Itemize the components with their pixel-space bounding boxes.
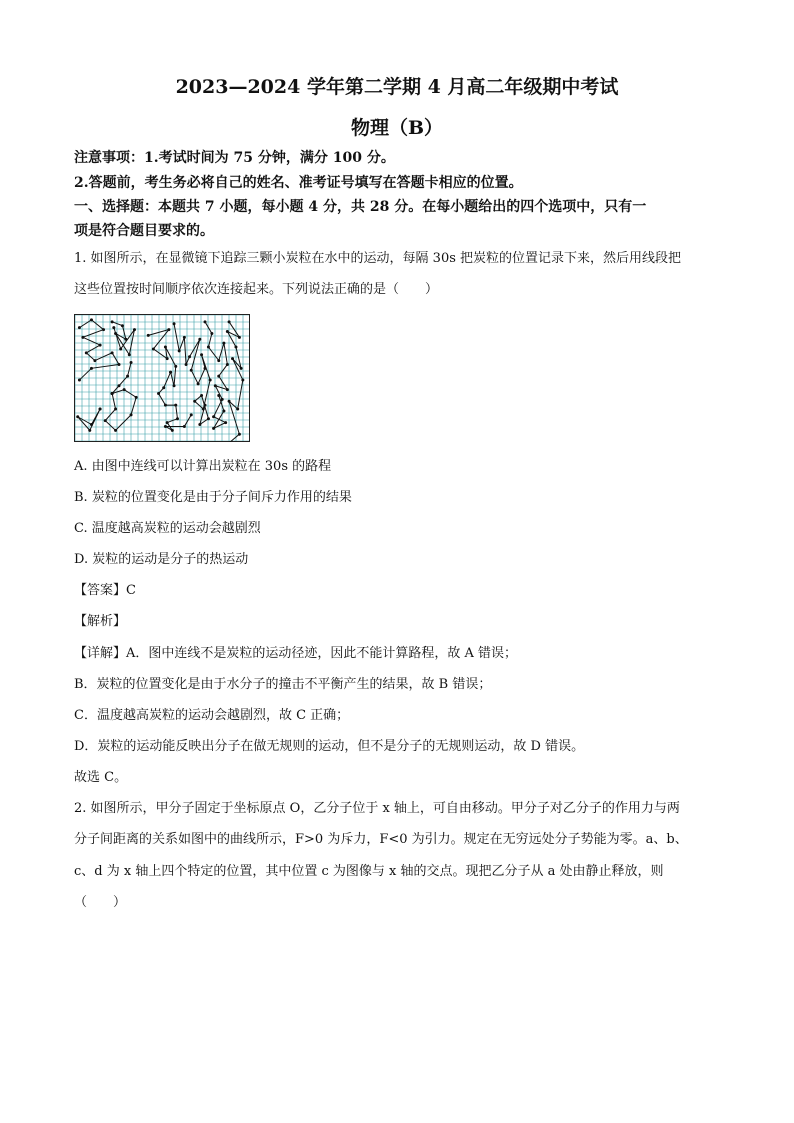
trajectory-point <box>188 355 191 358</box>
q1-conclusion: 故选 C。 <box>74 770 128 785</box>
trajectory-point <box>99 344 102 347</box>
trajectory-point <box>128 353 131 356</box>
trajectory-point <box>204 320 207 323</box>
trajectory-point <box>212 427 215 430</box>
trajectory-point <box>190 369 193 372</box>
trajectory-point <box>78 326 81 329</box>
q1-detail-line-1: 【详解】A．图中连线不是炭粒的运动径迹，因此不能计算路程，故 A 错误； <box>74 646 518 661</box>
trajectory-point <box>90 318 93 321</box>
trajectory-point <box>114 332 117 335</box>
q2-stem-line-3: c、d 为 x 轴上四个特定的位置，其中位置 c 为图像与 x 轴的交点。现把乙分子从 a 处由静止释放，则 <box>74 864 664 879</box>
exam-subtitle: 物理（B） <box>350 117 444 139</box>
trajectory-point <box>90 367 93 370</box>
trajectory-point <box>78 378 81 381</box>
trajectory-point <box>200 353 203 356</box>
trajectory-point <box>81 336 84 339</box>
trajectory-point <box>119 347 122 350</box>
trajectory-point <box>240 367 243 370</box>
trajectory-point <box>102 328 105 331</box>
trajectory-point <box>202 408 205 411</box>
trajectory-point <box>169 371 172 374</box>
q1-detail-line-2: B．炭粒的位置变化是由于水分子的撞击不平衡产生的结果，故 B 错误； <box>74 677 492 692</box>
trajectory-point <box>210 332 213 335</box>
trajectory-point <box>124 338 127 341</box>
trajectory-point <box>174 365 177 368</box>
trajectory-point <box>176 417 179 420</box>
trajectory-point <box>114 408 117 411</box>
trajectory-point <box>222 342 225 345</box>
notes-line-1: 注意事项：1.考试时间为 75 分钟，满分 100 分。 <box>74 150 395 166</box>
trajectory-point <box>238 336 241 339</box>
trajectory-point <box>167 328 170 331</box>
trajectory-point <box>111 392 114 395</box>
trajectory-point <box>221 398 224 401</box>
trajectory-point <box>200 394 203 397</box>
q1-stem-line-2: 这些位置按时间顺序依次连接起来。下列说法正确的是（ ） <box>74 282 439 297</box>
notes-line-2: 2.答题前，考生务必将自己的姓名、准考证号填写在答题卡相应的位置。 <box>74 175 523 191</box>
trajectory-point <box>236 408 239 411</box>
trajectory-point <box>197 382 200 385</box>
trajectory-point <box>190 413 193 416</box>
trajectory-point <box>147 334 150 337</box>
trajectory-point <box>111 320 114 323</box>
trajectory-point <box>126 375 129 378</box>
trajectory-point <box>121 324 124 327</box>
trajectory-point <box>152 347 155 350</box>
trajectory-point <box>209 378 212 381</box>
trajectory-point <box>222 409 225 412</box>
trajectory-point <box>164 404 167 407</box>
trajectory-point <box>231 357 234 360</box>
trajectory-point <box>135 396 138 399</box>
trajectory-point <box>164 346 167 349</box>
trajectory-point <box>173 322 176 325</box>
q2-stem-line-2: 分子间距离的关系如图中的曲线所示，F>0 为斥力，F<0 为引力。规定在无穷远处分子势能为零。a、b、 <box>74 832 688 847</box>
trajectory-path-7 <box>174 324 210 425</box>
grid <box>75 315 249 441</box>
trajectory-point <box>173 384 176 387</box>
brownian-motion-figure <box>74 314 250 442</box>
q2-stem-line-1: 2. 如图所示，甲分子固定于坐标原点 O，乙分子位于 x 轴上，可自由移动。甲分子对乙分子的作用力与两 <box>74 801 680 816</box>
trajectory-point <box>204 367 207 370</box>
trajectory-point <box>114 429 117 432</box>
trajectory-point <box>212 415 215 418</box>
q1-option-a: A. 由图中连线可以计算出炭粒在 30s 的路程 <box>74 459 332 474</box>
trajectory-point <box>112 326 115 329</box>
q1-option-c: C. 温度越高炭粒的运动会越剧烈 <box>74 521 261 536</box>
trajectory-point <box>123 388 126 391</box>
trajectory-point <box>238 433 241 436</box>
trajectory-point <box>226 388 229 391</box>
trajectory-point <box>104 419 107 422</box>
q1-option-d: D. 炭粒的运动是分子的热运动 <box>74 552 249 567</box>
exam-title: 2023—2024 学年第二学期 4 月高二年级期中考试 <box>175 76 619 98</box>
trajectory-point <box>217 359 220 362</box>
trajectory-point <box>178 349 181 352</box>
trajectory-point <box>157 392 160 395</box>
trajectory-point <box>171 429 174 432</box>
q1-detail-line-3: C．温度越高炭粒的运动会越剧烈，故 C 正确； <box>74 708 350 723</box>
trajectory-point <box>193 400 196 403</box>
trajectory-point <box>118 363 121 366</box>
trajectory-point <box>174 404 177 407</box>
trajectory-point <box>90 423 93 426</box>
trajectory-point <box>99 408 102 411</box>
trajectory-point <box>185 363 188 366</box>
trajectory-point <box>93 359 96 362</box>
trajectory-point <box>207 417 210 420</box>
trajectory-point <box>198 338 201 341</box>
trajectory-point <box>130 413 133 416</box>
q2-stem-line-4: （ ） <box>74 895 127 910</box>
trajectory-point <box>234 346 237 349</box>
trajectory-point <box>88 429 91 432</box>
trajectory-point <box>228 400 231 403</box>
q1-option-b: B. 炭粒的位置变化是由于分子间斥力作用的结果 <box>74 490 352 505</box>
q1-analysis-label: 【解析】 <box>74 614 127 629</box>
trajectory-point <box>130 361 133 364</box>
trajectory-point <box>166 421 169 424</box>
trajectory-point <box>183 336 186 339</box>
trajectory-point <box>118 384 121 387</box>
trajectory-point <box>183 425 186 428</box>
trajectory-point <box>226 330 229 333</box>
trajectory-point <box>76 415 79 418</box>
trajectory-point <box>133 328 136 331</box>
trajectory-point <box>207 346 210 349</box>
q1-detail-line-4: D．炭粒的运动能反映出分子在做无规则的运动，但不是分子的无规则运动，故 D 错误。 <box>74 739 585 754</box>
trajectory-point <box>166 357 169 360</box>
trajectory-point <box>204 404 207 407</box>
trajectory-point <box>198 423 201 426</box>
q1-answer: 【答案】C <box>74 583 136 598</box>
trajectory-point <box>162 386 165 389</box>
trajectory-point <box>226 363 229 366</box>
trajectory-point <box>85 351 88 354</box>
q1-stem-line-1: 1. 如图所示，在显微镜下追踪三颗小炭粒在水中的运动，每隔 30s 把炭粒的位置记录下来，然后用线段把 <box>74 251 682 266</box>
trajectory-point <box>111 351 114 354</box>
trajectory-point <box>164 425 167 428</box>
trajectory-point <box>217 394 220 397</box>
trajectory-path-5 <box>148 330 176 386</box>
trajectory-point <box>241 378 244 381</box>
section-heading-line-2: 项是符合题目要求的。 <box>74 223 214 239</box>
trajectory-point <box>214 384 217 387</box>
trajectory-point <box>217 375 220 378</box>
trajectory-point <box>228 320 231 323</box>
trajectory-path-9 <box>226 322 243 442</box>
trajectory-point <box>224 421 227 424</box>
section-heading-line-1: 一、选择题：本题共 7 小题，每小题 4 分，共 28 分。在每小题给出的四个选项中，只有一 <box>74 199 647 215</box>
